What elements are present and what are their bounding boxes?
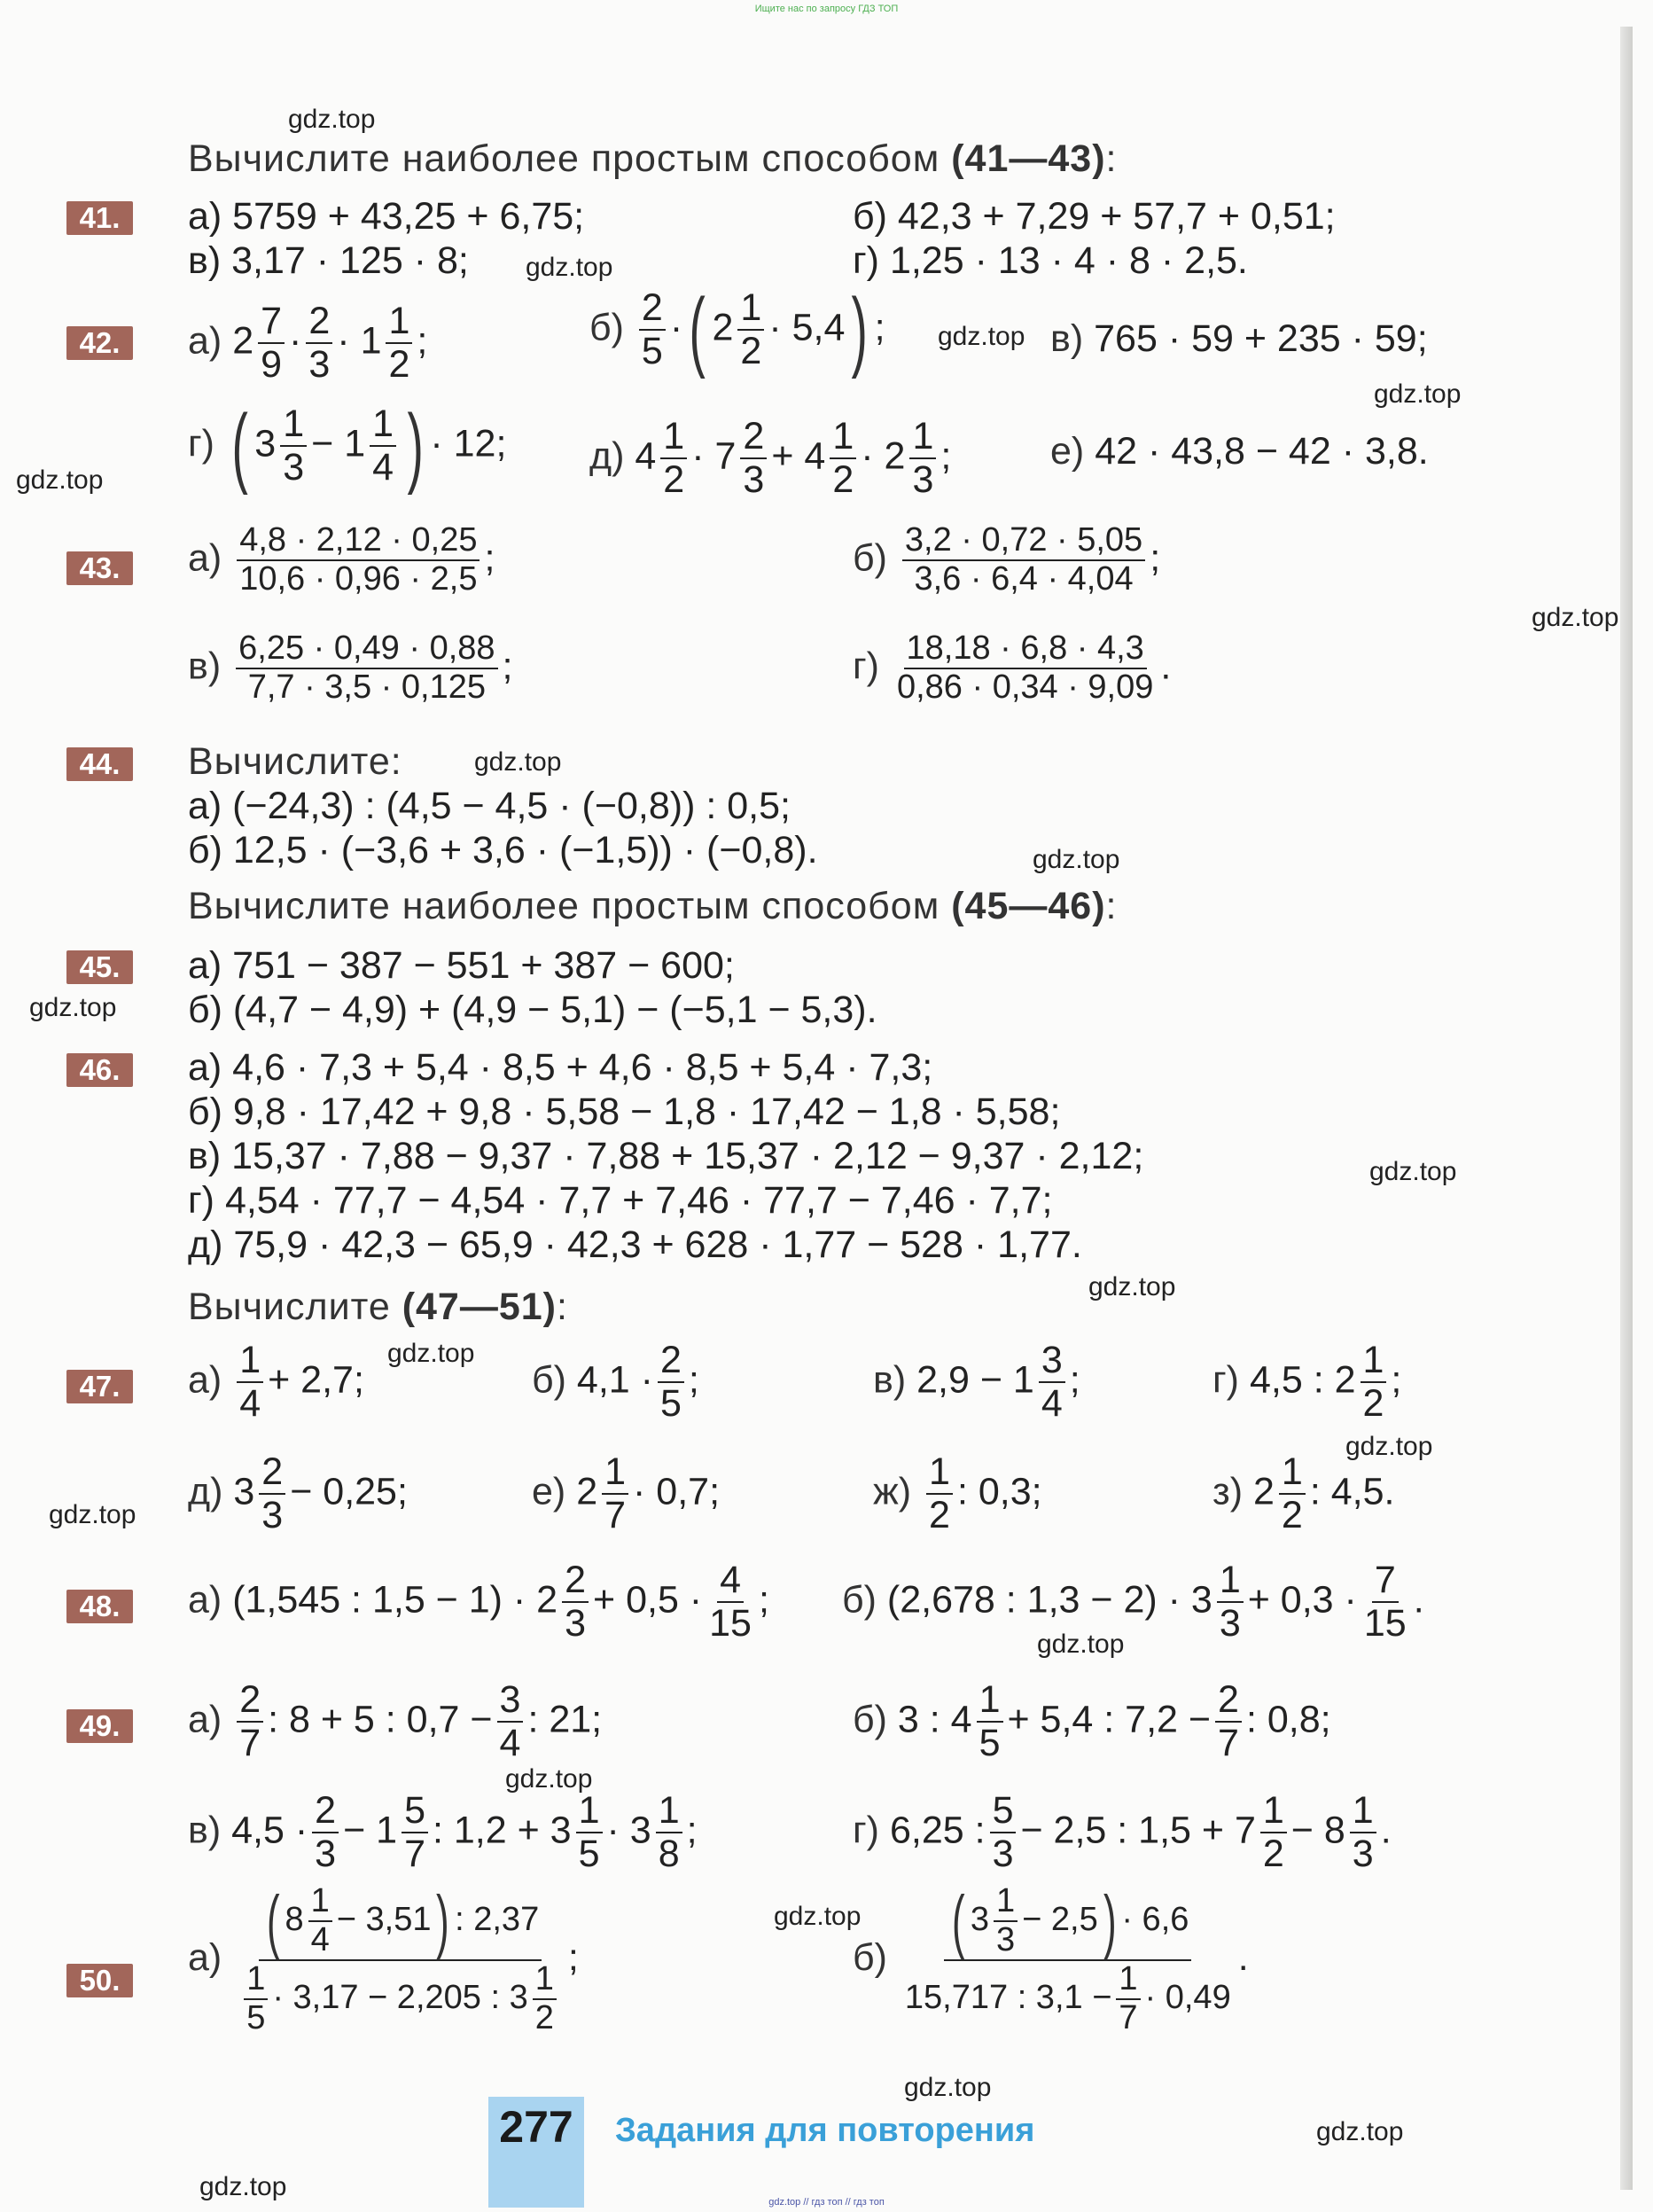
task-47-a: а) $\frac{1}{4}$ + 2,7; [188, 1339, 364, 1426]
watermark: gdz.top [1037, 1630, 1125, 1659]
watermark: gdz.top [199, 2172, 287, 2201]
footer-note: gdz.top // гдз топ // гдз топ [768, 2197, 885, 2208]
watermark: gdz.top [49, 1500, 136, 1529]
task-number: 41. [66, 201, 133, 235]
page-footer-title: Задания для повторения [615, 2112, 1035, 2149]
task-47-d: д) 3 $\frac{2}{3}$ − 0,25; [188, 1450, 408, 1537]
task-46-g: г) 4,54 · 77,7 − 4,54 · 7,7 + 7,46 · 77,7 − 7,46 · 7,7; [188, 1179, 1053, 1222]
watermark: gdz.top [29, 993, 117, 1022]
task-50-b: б) ( 3 $\frac{1}{3}$ − 2,5) · 6,6 15,717 : 3,1 − $\frac{1}{7}$ · 0,49 . [853, 1880, 1249, 2036]
task-47-g: г) 4,5 : 2 $\frac{1}{2}$ ; [1212, 1339, 1402, 1426]
task-47-e: е) 2 $\frac{1}{7}$ · 0,7; [532, 1450, 721, 1537]
task-number: 43. [66, 551, 133, 585]
task-47-b: б) 4,1 · $\frac{2}{5}$ ; [532, 1339, 699, 1426]
task-42-g: г) ( 3 $\frac{1}{3}$ − 1 $\frac{1}{4}$ ) · 12; [188, 396, 507, 496]
watermark: gdz.top [1088, 1272, 1176, 1301]
task-46-v: в) 15,37 · 7,88 − 9,37 · 7,88 + 15,37 · 2,12 − 9,37 · 2,12; [188, 1135, 1144, 1177]
task-44-title: Вычислите: [188, 740, 402, 783]
task-47-v: в) 2,9 − 1 $\frac{3}{4}$ ; [873, 1339, 1080, 1426]
task-number: 42. [66, 326, 133, 360]
task-43-v: в) $\frac{6,25 \cdot 0,49 \cdot 0,88}{7,7 \cdot 3,5 \cdot 0,125}$ ; [188, 629, 513, 706]
watermark: gdz.top [774, 1902, 862, 1931]
task-number: 50. [66, 1964, 133, 1997]
watermark: gdz.top [288, 105, 376, 134]
task-45-b: б) (4,7 − 4,9) + (4,9 − 5,1) − (−5,1 − 5,3). [188, 989, 877, 1031]
task-44-a: а) (−24,3) : (4,5 − 4,5 · (−0,8)) : 0,5; [188, 785, 791, 827]
task-50-a: а) ( 8 $\frac{1}{4}$ − 3,51) : 2,37 $\frac{1}{5}$ · 3,17 − 2,205 : 3 $\frac{1}{2}$ ; [188, 1880, 579, 2036]
watermark: gdz.top [16, 465, 104, 495]
task-46-b: б) 9,8 · 17,42 + 9,8 · 5,58 − 1,8 · 17,42 − 1,8 · 5,58; [188, 1090, 1061, 1133]
watermark: gdz.top [1369, 1157, 1457, 1186]
task-44-b: б) 12,5 · (−3,6 + 3,6 · (−1,5)) · (−0,8). [188, 829, 818, 872]
task-43-g: г) $\frac{18,18 \cdot 6,8 \cdot 4,3}{0,86 \cdot 0,34 \cdot 9,09}$ . [853, 629, 1172, 706]
task-41-v: в) 3,17 · 125 · 8; [188, 239, 469, 282]
task-47-z: з) 2 $\frac{1}{2}$ : 4,5. [1212, 1450, 1395, 1537]
task-42-e: е) 42 · 43,8 − 42 · 3,8. [1050, 430, 1429, 473]
task-42-b: б) $\frac{2}{5}$ ·( 2 $\frac{1}{2}$ · 5,4) ; [589, 280, 885, 379]
task-number: 44. [66, 747, 133, 781]
section-heading: Вычислите наиболее простым способом (45—46): [188, 885, 1118, 927]
task-48-a: а) (1,545 : 1,5 − 1) · 2 $\frac{2}{3}$ + 0,5 · $\frac{4}{15}$ ; [188, 1559, 769, 1645]
watermark: gdz.top [474, 747, 562, 777]
task-49-g: г) 6,25 : $\frac{5}{3}$ − 2,5 : 1,5 + 7 $\frac{1}{2}$ − 8 $\frac{1}{3}$ . [853, 1789, 1392, 1876]
task-46-d: д) 75,9 · 42,3 − 65,9 · 42,3 + 628 · 1,77 − 528 · 1,77. [188, 1223, 1082, 1266]
task-number: 46. [66, 1053, 133, 1087]
task-42-v: в) 765 · 59 + 235 · 59; [1050, 317, 1428, 360]
watermark: gdz.top [387, 1339, 475, 1368]
task-49-a: а) $\frac{2}{7}$ : 8 + 5 : 0,7 − $\frac{3}{4}$ : 21; [188, 1678, 603, 1765]
task-43-a: а) $\frac{4,8 \cdot 2,12 \cdot 0,25}{10,6 \cdot 0,96 \cdot 2,5}$ ; [188, 521, 495, 598]
watermark: gdz.top [1316, 2117, 1404, 2146]
task-number: 49. [66, 1709, 133, 1743]
task-number: 48. [66, 1590, 133, 1623]
task-41-b: б) 42,3 + 7,29 + 57,7 + 0,51; [853, 195, 1336, 238]
watermark: gdz.top [505, 1764, 593, 1794]
watermark: gdz.top [1345, 1432, 1433, 1461]
task-number: 45. [66, 950, 133, 984]
watermark: gdz.top [1374, 379, 1462, 409]
watermark: gdz.top [526, 253, 613, 282]
task-number: 47. [66, 1370, 133, 1403]
task-45-a: а) 751 − 387 − 551 + 387 − 600; [188, 944, 735, 987]
task-42-d: д) 4 $\frac{1}{2}$ · 7 $\frac{2}{3}$ + 4 $\frac{1}{2}$ · 2 $\frac{1}{3}$ ; [589, 415, 952, 502]
task-42-a: а) 2 $\frac{7}{9}$ · $\frac{2}{3}$ · 1 $\frac{1}{2}$ ; [188, 300, 428, 387]
watermark: gdz.top [904, 2073, 992, 2102]
watermark: gdz.top [1532, 603, 1619, 632]
watermark: gdz.top [938, 322, 1025, 351]
section-heading: Вычислите наиболее простым способом (41—43): [188, 137, 1118, 180]
header-note: Ищите нас по запросу ГДЗ ТОП [754, 4, 899, 14]
task-43-b: б) $\frac{3,2 \cdot 0,72 \cdot 5,05}{3,6 \cdot 6,4 \cdot 4,04}$ ; [853, 521, 1161, 598]
task-41-a: а) 5759 + 43,25 + 6,75; [188, 195, 585, 238]
watermark: gdz.top [1033, 845, 1120, 874]
task-49-b: б) 3 : 4 $\frac{1}{5}$ + 5,4 : 7,2 − $\frac{2}{7}$ : 0,8; [853, 1678, 1331, 1765]
page-edge [1620, 27, 1633, 2190]
section-heading: Вычислите (47—51): [188, 1286, 568, 1328]
task-47-zh: ж) $\frac{1}{2}$ : 0,3; [873, 1450, 1042, 1537]
task-48-b: б) (2,678 : 1,3 − 2) · 3 $\frac{1}{3}$ + 0,3 · $\frac{7}{15}$ . [842, 1559, 1424, 1645]
task-41-g: г) 1,25 · 13 · 4 · 8 · 2,5. [853, 239, 1248, 282]
page-number: 277 [499, 2102, 573, 2152]
task-49-v: в) 4,5 · $\frac{2}{3}$ − 1 $\frac{5}{7}$ : 1,2 + 3 $\frac{1}{5}$ · 3 $\frac{1}{8}$ ; [188, 1789, 698, 1876]
task-46-a: а) 4,6 · 7,3 + 5,4 · 8,5 + 4,6 · 8,5 + 5,4 · 7,3; [188, 1046, 933, 1089]
